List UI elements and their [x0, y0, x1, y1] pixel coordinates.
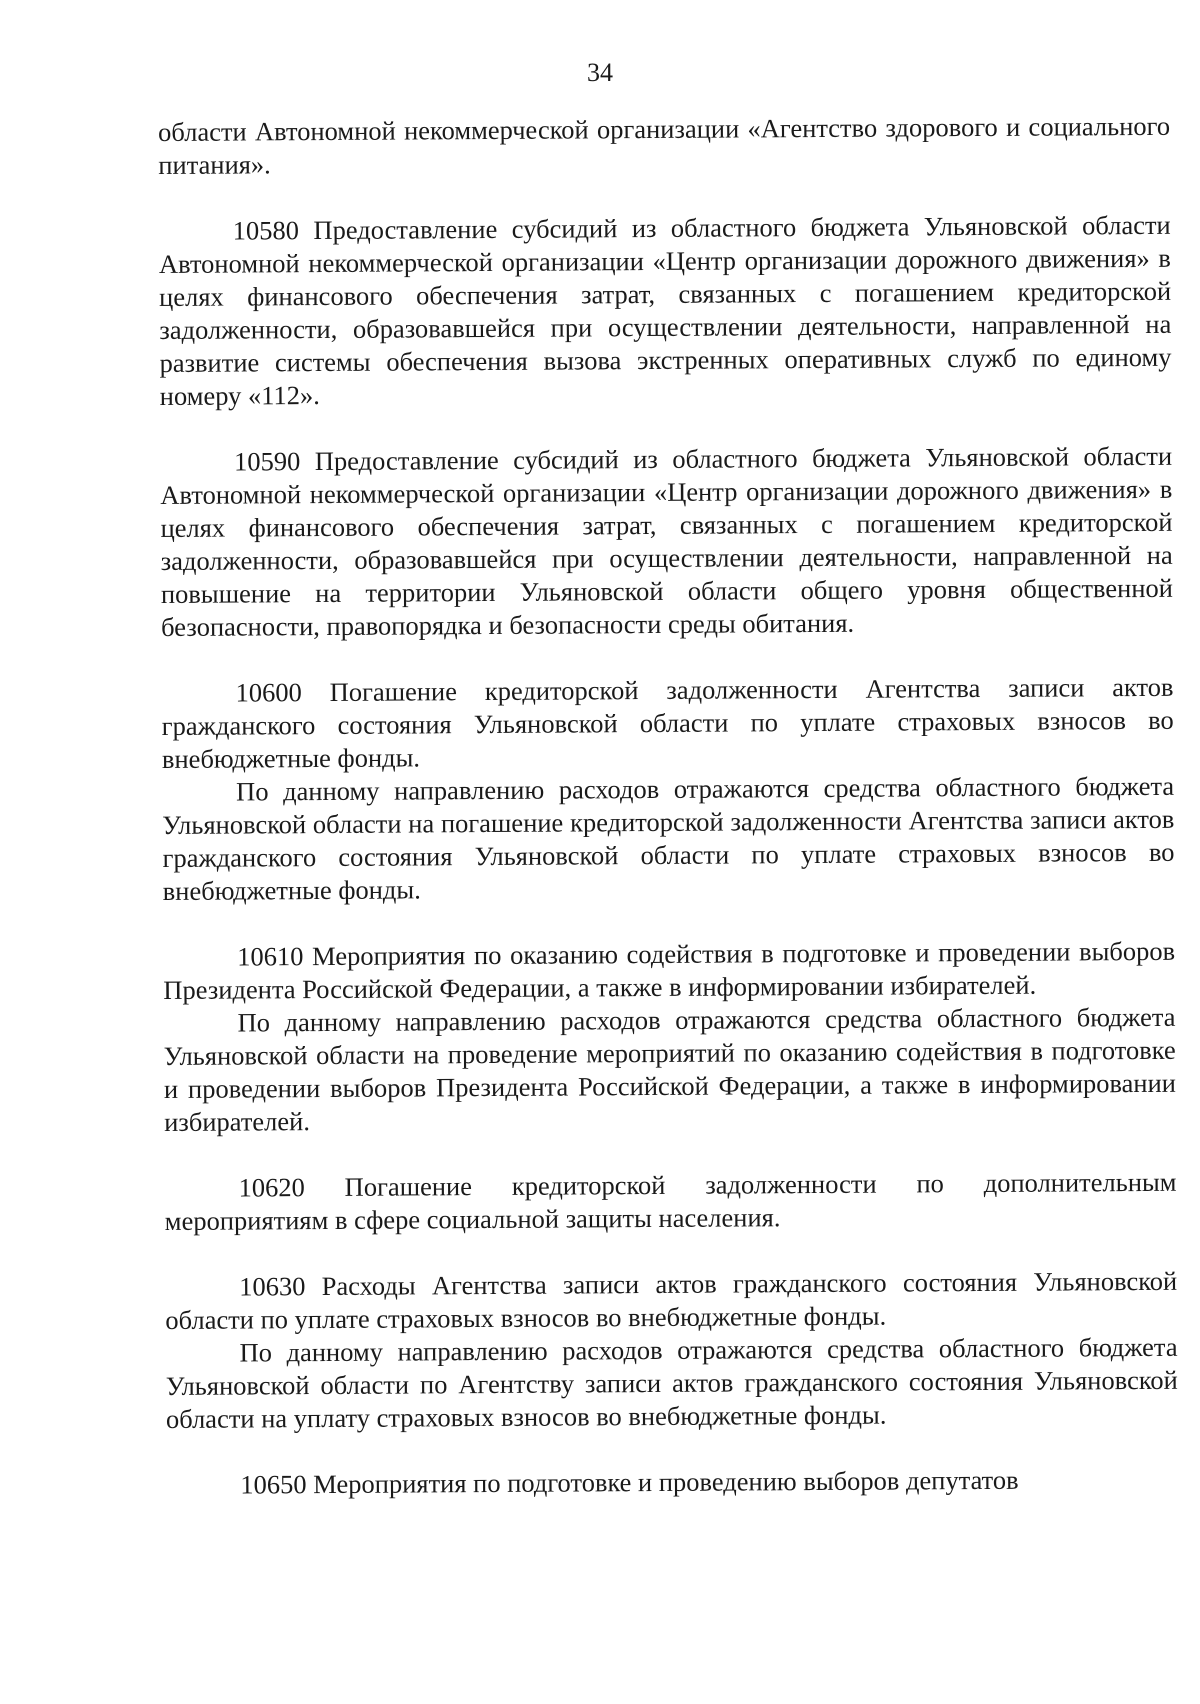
paragraph-10630: 10630 Расходы Агентства записи актов гражданского состояния Ульяновской области по уплате страховых взносов во внебюджетные фонды. [165, 1265, 1178, 1335]
paragraph-10590: 10590 Предоставление субсидий из областного бюджета Ульяновской области Автономной некоммерческой организации «Центр организации дорожного движения» в целях финансового обеспечения затрат, связанных с погашением кредиторской задолженности, образовавшейся при осуществлении деятельности, направленной на повышение на территории Ульяновской области общего уровня общественной безопасности, правопорядка и безопасности среды обитания. [160, 440, 1173, 642]
paragraph-10580: 10580 Предоставление субсидий из областного бюджета Ульяновской области Автономной некоммерческой организации «Центр организации дорожного движения» в целях финансового обеспечения затрат, связанных с погашением кредиторской задолженности, образовавшейся при осуществлении деятельности, направленной на развитие системы обеспечения вызова экстренных оперативных служб по единому номеру «112». [158, 209, 1172, 411]
page-number: 34 [587, 58, 613, 87]
paragraph-10620: 10620 Погашение кредиторской задолженности по дополнительным мероприятиям в сфере социальной защиты населения. [164, 1166, 1177, 1236]
paragraph-10600: 10600 Погашение кредиторской задолженности Агентства записи актов гражданского состояния Ульяновской области по уплате страховых взносов во внебюджетные фонды. [161, 671, 1174, 774]
paragraph-10650: 10650 Мероприятия по подготовке и проведению выборов депутатов [240, 1464, 1019, 1500]
paragraph-10610-description: По данному направлению расходов отражаются средства областного бюджета Ульяновской области на проведение мероприятий по оказанию содействия в подготовке и проведении выборов Президента Российской Федерации, а также в информировании избирателей. [163, 1001, 1177, 1137]
paragraph-continuation: области Автономной некоммерческой организации «Агентство здорового и социального питания». [158, 110, 1171, 180]
paragraph-10610: 10610 Мероприятия по оказанию содействия в подготовке и проведении выборов Президента Российской Федерации, а также в информировании избирателей. [163, 935, 1176, 1005]
paragraph-10630-description: По данному направлению расходов отражаются средства областного бюджета Ульяновской области по Агентству записи актов гражданского состояния Ульяновской области на уплату страховых взносов во внебюджетные фонды. [165, 1331, 1178, 1434]
paragraph-10600-description: По данному направлению расходов отражаются средства областного бюджета Ульяновской области на погашение кредиторской задолженности Агентства записи актов гражданского состояния Ульяновской области по уплате страховых взносов во внебюджетные фонды. [162, 770, 1175, 906]
document-body [158, 110, 1178, 1502]
